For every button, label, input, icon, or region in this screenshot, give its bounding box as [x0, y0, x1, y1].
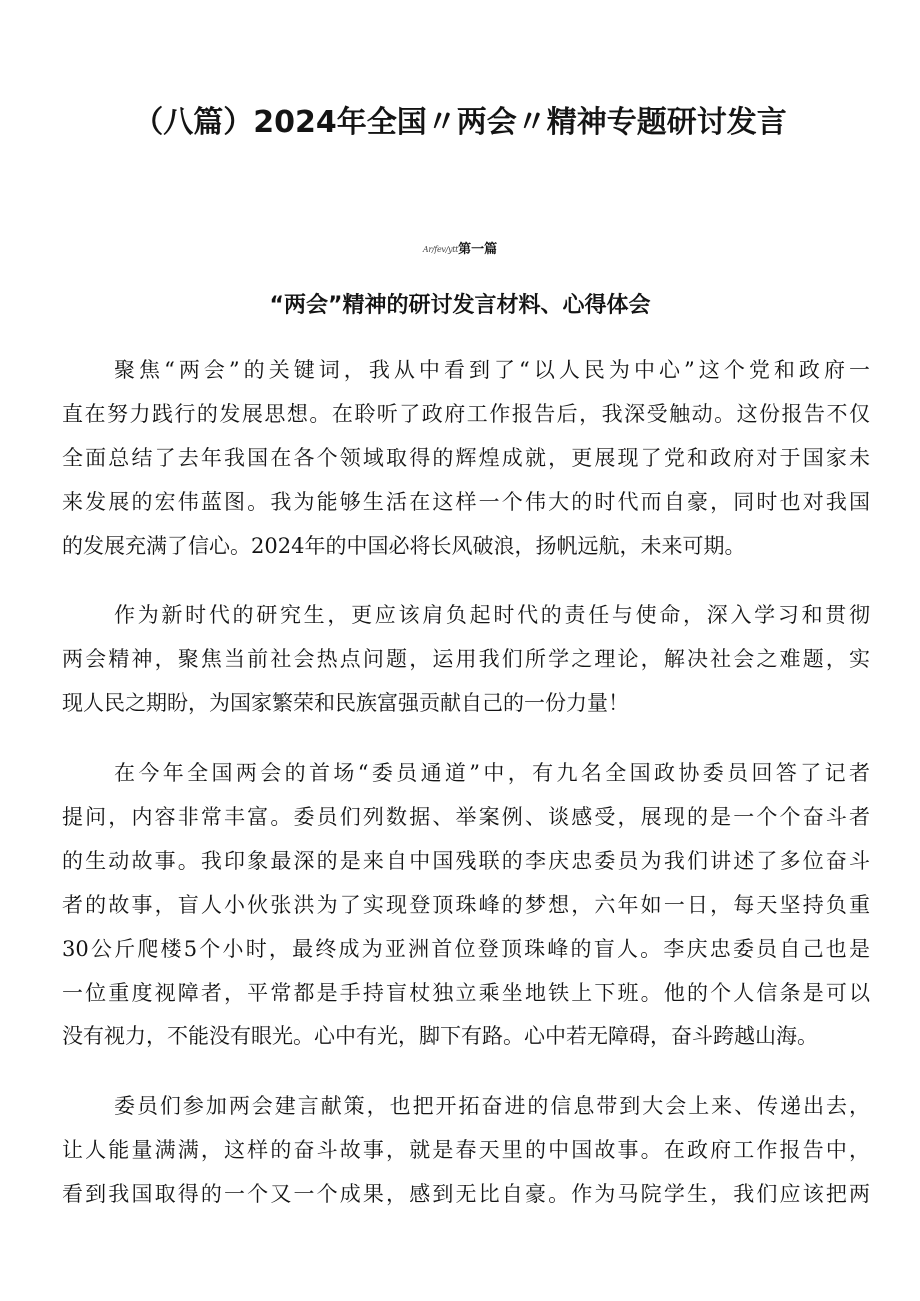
section-label: 第一篇	[458, 242, 498, 258]
text-line: 一位重度视障者，平常都是手持盲杖独立乘坐地铁上下班。他的个人信条是可以	[62, 980, 870, 1005]
document-body	[62, 349, 870, 1243]
text-line: 提问，内容非常丰富。委员们列数据、举案例、谈感受，展现的是一个个奋斗者	[62, 805, 870, 830]
text-line: 聚焦“两会”的关键词，我从中看到了“以人民为中心”这个党和政府一	[114, 358, 870, 382]
section-subtitle: “两会”精神的研讨发言材料、心得体会	[269, 293, 651, 318]
section-marker	[0, 239, 920, 260]
text-line: 的发展充满了信心。2024年的中国必将长风破浪，扬帆远航，未来可期。	[62, 533, 746, 558]
text-line: 现人民之期盼，为国家繁荣和民族富强贡献自己的一份力量！	[62, 691, 629, 716]
handwritten-scribble: Ar/fev/ytt	[422, 245, 459, 255]
text-line: 30公斤爬楼5个小时，最终成为亚洲首位登顶珠峰的盲人。李庆忠委员自己也是	[62, 936, 870, 961]
text-line: 的生动故事。我印象最深的是来自中国残联的李庆忠委员为我们讲述了多位奋斗	[62, 848, 870, 873]
document-title: （八篇）2024年全国〃两会〃精神专题研讨发言	[133, 105, 787, 140]
text-line: 让人能量满满，这样的奋斗故事，就是春天里的中国故事。在政府工作报告中，	[62, 1138, 870, 1163]
text-line: 作为新时代的研究生，更应该肩负起时代的责任与使命，深入学习和贯彻	[114, 603, 870, 628]
text-line: 委员们参加两会建言献策，也把开拓奋进的信息带到大会上来、传递出去，	[114, 1094, 870, 1119]
text-line: 直在努力践行的发展思想。在聆听了政府工作报告后，我深受触动。这份报告不仅	[62, 401, 870, 426]
paragraph-2	[62, 594, 870, 726]
paragraph-3	[62, 752, 870, 1059]
text-line: 没有视力，不能没有眼光。心中有光，脚下有路。心中若无障碍，奋斗跨越山海。	[62, 1024, 818, 1049]
paragraph-4	[62, 1085, 870, 1217]
text-line: 两会精神，聚焦当前社会热点问题，运用我们所学之理论，解决社会之难题，实	[62, 647, 870, 672]
text-line: 者的故事，盲人小伙张洪为了实现登顶珠峰的梦想，六年如一日，每天坚持负重	[62, 892, 870, 917]
text-line: 在今年全国两会的首场“委员通道”中，有九名全国政协委员回答了记者	[114, 761, 870, 786]
paragraph-1	[62, 349, 870, 568]
text-line: 看到我国取得的一个又一个成果，感到无比自豪。作为马院学生，我们应该把两	[62, 1182, 870, 1207]
text-line: 来发展的宏伟蓝图。我为能够生活在这样一个伟大的时代而自豪，同时也对我国	[62, 489, 870, 514]
text-line: 全面总结了去年我国在各个领域取得的辉煌成就，更展现了党和政府对于国家未	[62, 445, 870, 470]
